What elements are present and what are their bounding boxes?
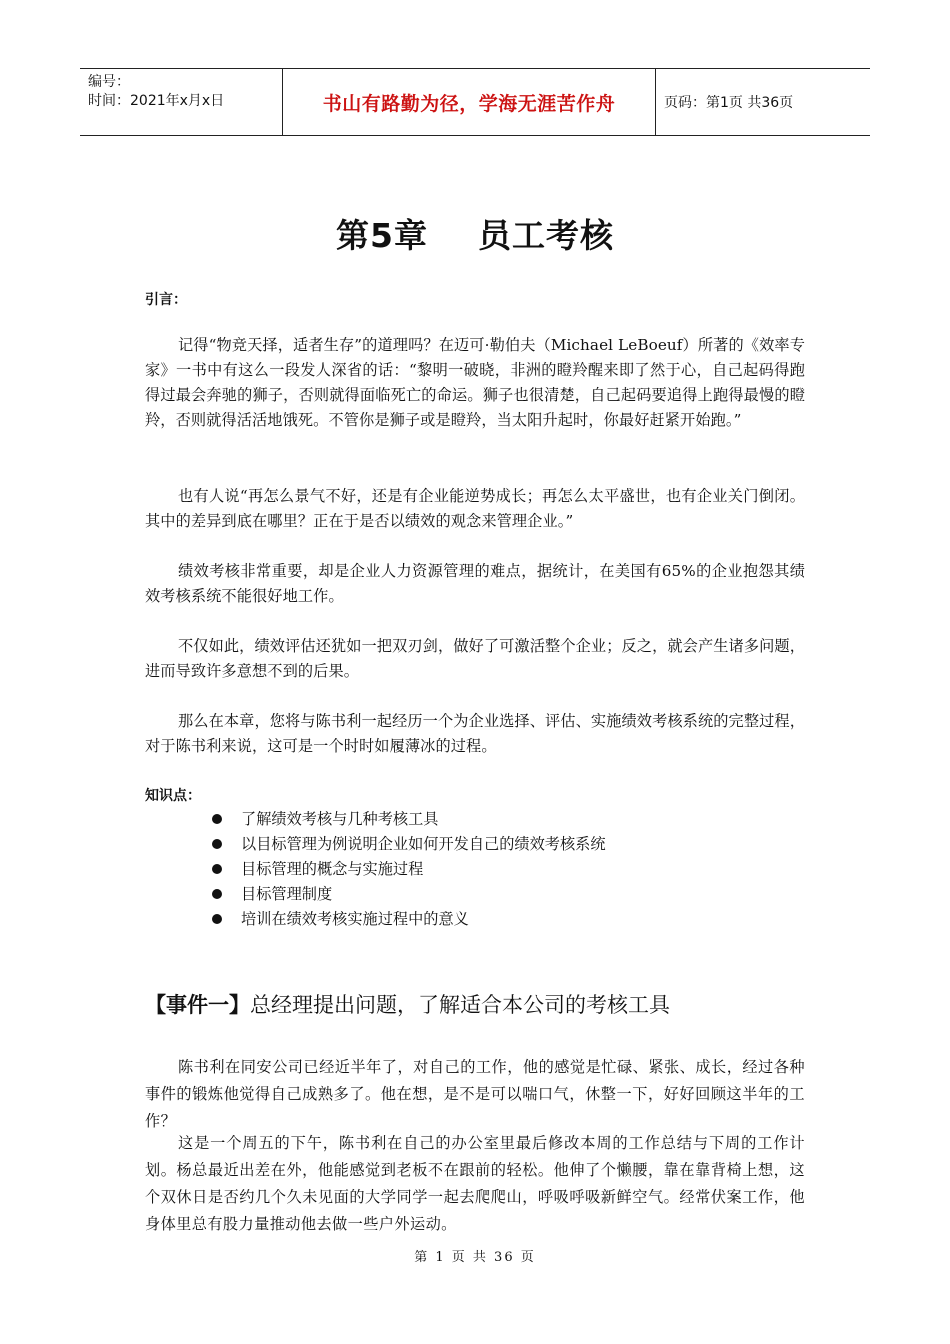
list-item: [212, 856, 606, 881]
bullet-icon: [212, 814, 222, 824]
header-page-info: 页码：第1页 共36页: [664, 95, 794, 111]
intro-paragraph-3: 绩效考核非常重要，却是企业人力资源管理的难点，据统计，在美国有65%的企业抱怨其绩效考核系统不能很好地工作。: [145, 562, 805, 605]
knowledge-list: [212, 806, 606, 931]
intro-label: 引言：: [145, 292, 187, 308]
list-item: [212, 806, 606, 831]
list-item-text: 了解绩效考核与几种考核工具: [241, 810, 439, 828]
chapter-title: 第5章 员工考核: [336, 216, 614, 255]
page-footer: 第 1 页 共 36 页: [414, 1250, 536, 1265]
intro-paragraph-1: 记得“物竞天择，适者生存”的道理吗？在迈可·勒伯夫（Michael LeBoeuf）所著的《效率专家》一书中有这么一段发人深省的话：“黎明一破晓，非洲的瞪羚醒来即了然于心，自己起码得跑得过最会奔驰的狮子，否则就得面临死亡的命运。狮子也很清楚，自己起码要追得上跑得最慢的瞪羚，否则就得活活地饿死。不管你是狮子或是瞪羚，当太阳升起时，你最好赶紧开始跑。”: [145, 336, 805, 429]
list-item: [212, 881, 606, 906]
page-header: [80, 68, 870, 136]
header-meta: [80, 69, 282, 135]
knowledge-label: 知识点：: [145, 788, 201, 804]
list-item: [212, 906, 606, 931]
intro-paragraph-4: 不仅如此，绩效评估还犹如一把双刃剑，做好了可激活整个企业；反之，就会产生诸多问题，进而导致许多意想不到的后果。: [145, 637, 805, 680]
header-motto: 书山有路勤为径，学海无涯苦作舟: [322, 92, 616, 115]
bullet-icon: [212, 839, 222, 849]
story-paragraph-2: 这是一个周五的下午，陈书利在自己的办公室里最后修改本周的工作总结与下周的工作计划。杨总最近出差在外，他能感觉到老板不在跟前的轻松。他伸了个懒腰，靠在靠背椅上想，这个双休日是否约几个久未见面的大学同学一起去爬爬山，呼吸呼吸新鲜空气。经常伏案工作，他身体里总有股力量推动他去做一些户外运动。: [145, 1134, 805, 1233]
list-item-text: 以目标管理为例说明企业如何开发自己的绩效考核系统: [241, 835, 606, 853]
bullet-icon: [212, 864, 222, 874]
intro-paragraph-2: 也有人说“再怎么景气不好，还是有企业能逆势成长；再怎么太平盛世，也有企业关门倒闭。其中的差异到底在哪里？正在于是否以绩效的观念来管理企业。”: [145, 487, 805, 530]
event-tag: 【事件一】: [145, 993, 250, 1017]
bullet-icon: [212, 914, 222, 924]
bullet-icon: [212, 889, 222, 899]
event-title: 总经理提出问题，了解适合本公司的考核工具: [250, 993, 670, 1017]
header-motto-cell: [282, 69, 656, 135]
list-item-text: 目标管理制度: [241, 885, 333, 903]
list-item: [212, 831, 606, 856]
event-heading: [145, 990, 670, 1020]
list-item-text: 培训在绩效考核实施过程中的意义: [241, 910, 469, 928]
list-item-text: 目标管理的概念与实施过程: [241, 860, 424, 878]
document-number-label: 编号：: [88, 74, 130, 90]
document-date: 时间：2021年x月x日: [88, 93, 225, 109]
intro-paragraph-5: 那么在本章，您将与陈书利一起经历一个为企业选择、评估、实施绩效考核系统的完整过程，对于陈书利来说，这可是一个时时如履薄冰的过程。: [145, 712, 805, 755]
story-paragraph-1: 陈书利在同安公司已经近半年了，对自己的工作，他的感觉是忙碌、紧张、成长，经过各种事件的锻炼他觉得自己成熟多了。他在想，是不是可以喘口气，休整一下，好好回顾这半年的工作？: [145, 1058, 805, 1130]
